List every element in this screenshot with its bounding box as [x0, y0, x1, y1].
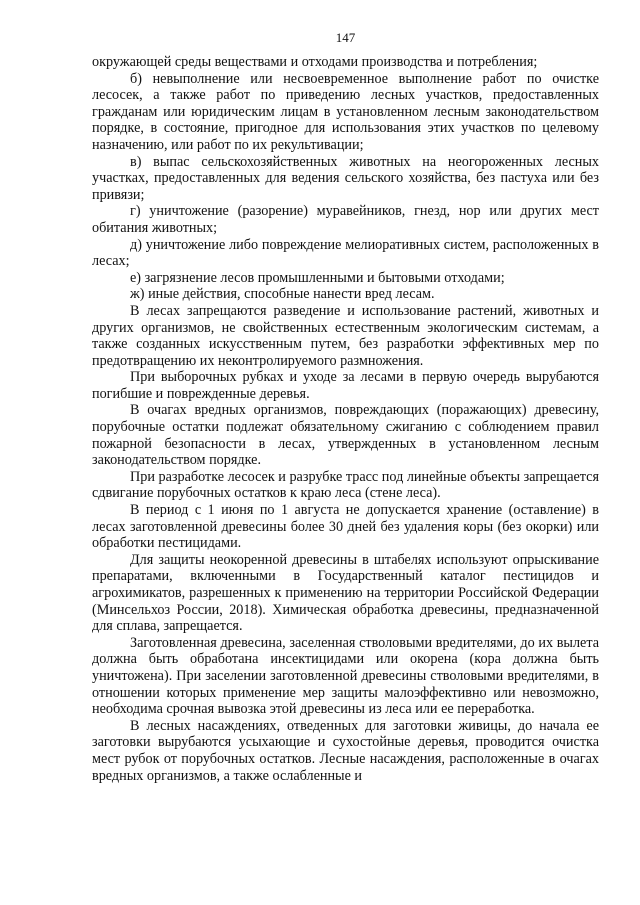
document-page	[92, 30, 599, 784]
list-item-d: д) уничтожение либо повреждение мелиоративных систем, расположенных в лесах;	[92, 236, 599, 270]
page-number: 147	[335, 30, 356, 45]
paragraph-resin-harvest: В лесных насаждениях, отведенных для заготовки живицы, до начала ее заготовки вырубаются усыхающие и сухостойные деревья, проводится очистка мест рубок от порубочных остатков. Лесные насаждения, расположенные в очагах вредных организмов, а также ослабленные и	[92, 717, 599, 784]
paragraph-cutting-areas: При разработке лесосек и разрубке трасс под линейные объекты запрещается сдвигание порубочных остатков к краю леса (стене леса).	[92, 468, 599, 502]
list-item-b: б) невыполнение или несвоевременное выполнение работ по очистке лесосек, а также работ по приведению лесных участков, предоставленных гражданам или юридическим лицам в установленном лесным законодательством порядке, в состояние, пригодное для использования этих участков по целевому назначению, или работ по их рекультивации;	[92, 70, 599, 153]
paragraph-continuation: окружающей среды веществами и отходами производства и потребления;	[92, 54, 538, 70]
paragraph-timber-protection: Для защиты неокоренной древесины в штабелях используют опрыскивание препаратами, включенными в Государственный каталог пестицидов и агрохимикатов, разрешенных к применению на территории Российской Федерации (Минсельхоз России, 2018). Химическая обработка древесины, предназначенной для сплава, запрещается.	[92, 551, 599, 635]
paragraph-storage-period: В период с 1 июня по 1 августа не допускается хранение (оставление) в лесах заготовленной древесины более 30 дней без удаления коры (без окорки) или обработки пестицидами.	[92, 502, 599, 552]
list-item-v: в) выпас сельскохозяйственных животных на неогороженных лесных участках, предоставленных для ведения сельского хозяйства, без пастуха или без привязи;	[92, 153, 599, 203]
paragraph-breeding-ban: В лесах запрещаются разведение и использование растений, животных и других организмов, не свойственных естественным экологическим системам, а также созданных искусственным путем, без разработки эффективных мер по предотвращению их неконтролируемого размножения.	[92, 302, 599, 369]
paragraph-selective-felling: При выборочных рубках и уходе за лесами в первую очередь вырубаются погибшие и поврежденные деревья.	[92, 369, 599, 402]
list-item-g: г) уничтожение (разорение) муравейников, гнезд, нор или других мест обитания животных;	[92, 203, 599, 236]
list-item-zh: ж) иные действия, способные нанести вред лесам.	[130, 286, 435, 303]
paragraph-infested-timber: Заготовленная древесина, заселенная стволовыми вредителями, до их вылета должна быть обработана инсектицидами или окорена (кора должна быть уничтожена). При заселении заготовленной древесины стволовыми вредителями, в отношении которых применение мер защиты малоэффективно или невозможно, необходима срочная вывозка этой древесины из леса или ее переработка.	[92, 634, 599, 718]
paragraph-pest-foci: В очагах вредных организмов, повреждающих (поражающих) древесину, порубочные остатки подлежат обязательному сжиганию с соблюдением правил пожарной безопасности в лесах, утвержденных в установленном лесным законодательством порядке.	[92, 402, 599, 469]
list-item-e: е) загрязнение лесов промышленными и бытовыми отходами;	[130, 269, 505, 286]
